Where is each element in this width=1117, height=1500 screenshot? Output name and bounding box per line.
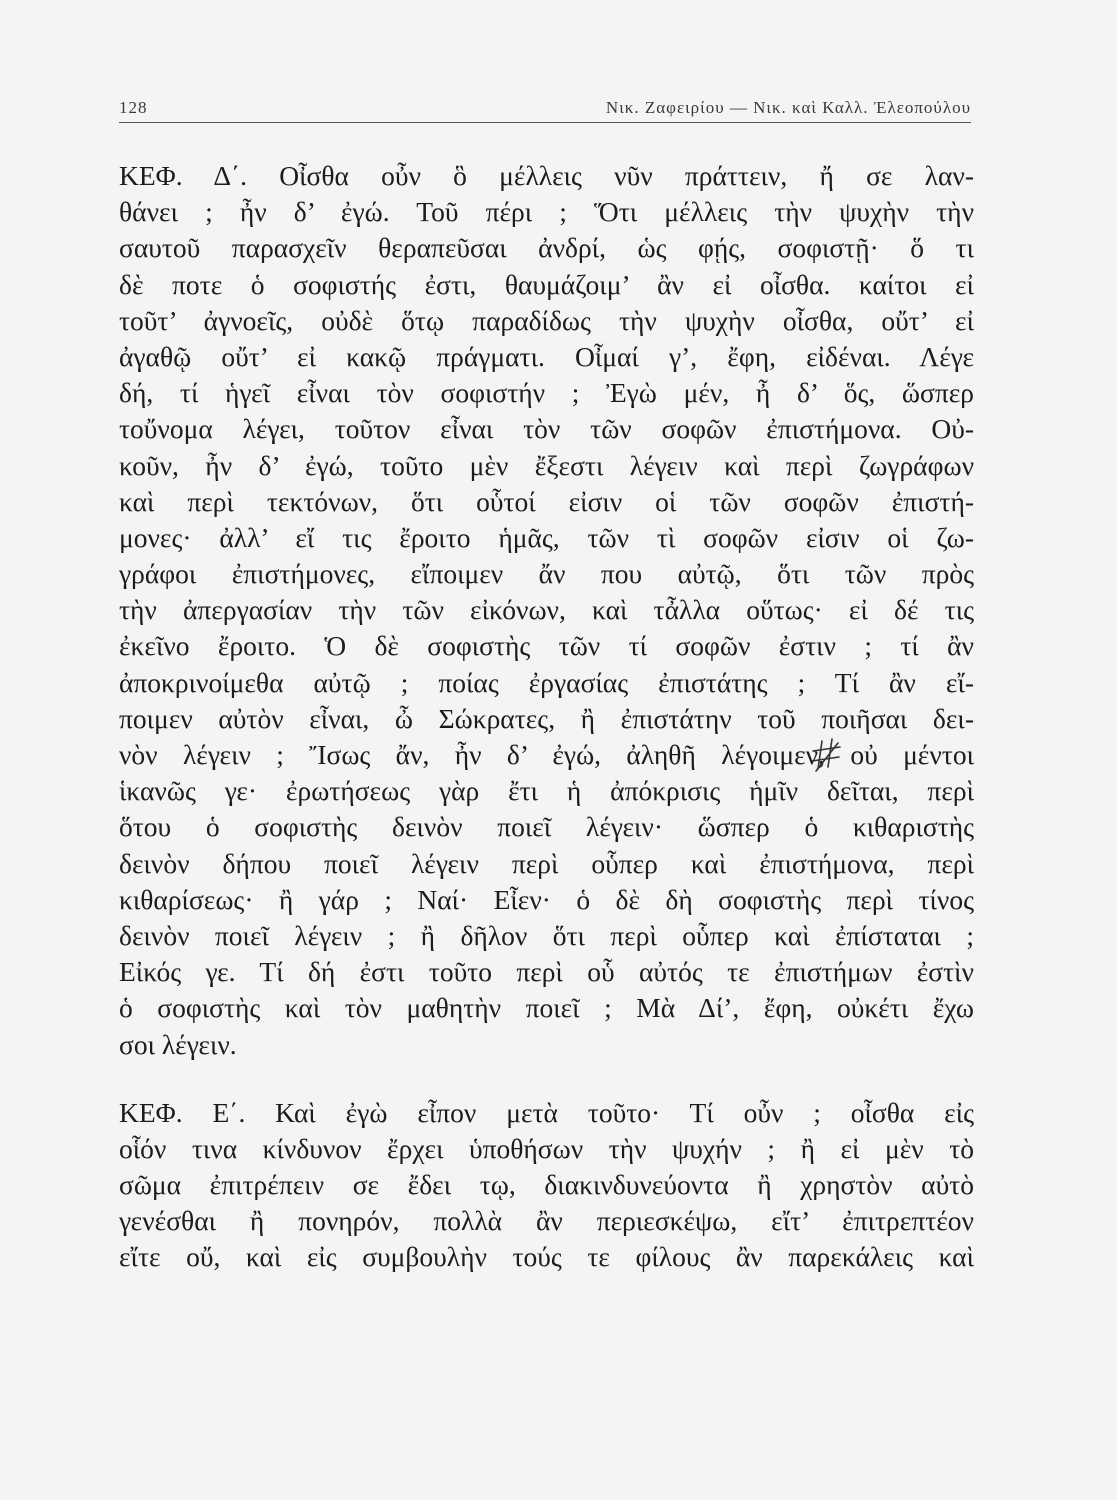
text-line: καὶ περὶ τεκτόνων, ὅτι οὗτοί εἰσιν οἱ τῶν σοφῶν ἐπιστή-: [119, 485, 974, 517]
text-line: οἷόν τινα κίνδυνον ἔρχει ὑποθήσων τὴν ψυχήν ; ἢ εἰ μὲν τὸ: [119, 1132, 974, 1164]
handwritten-hash-mark-icon: [808, 735, 848, 775]
text-line: Εἰκός γε. Τί δή ἐστι τοῦτο περὶ οὗ αὐτός τε ἐπιστήμων ἐστὶν: [119, 956, 974, 988]
text-line: σαυτοῦ παρασχεῖν θεραπεῦσαι ἀνδρί, ὡς φῄς, σοφιστῇ· ὅ τι: [119, 232, 974, 264]
text-line: ἱκανῶς γε· ἐρωτήσεως γὰρ ἔτι ἡ ἀπόκρισις ἡμῖν δεῖται, περὶ: [119, 775, 974, 807]
text-line: ἀποκρινοίμεθα αὐτῷ ; ποίας ἐργασίας ἐπιστάτης ; Τί ἂν εἴ-: [119, 666, 974, 698]
text-line: θάνει ; ἦν δ’ ἐγώ. Τοῦ πέρι ; Ὅτι μέλλεις τὴν ψυχὴν τὴν: [119, 196, 974, 228]
text-line: ἀγαθῷ οὔτ’ εἰ κακῷ πράγματι. Οἶμαί γ’, ἔφη, εἰδέναι. Λέγε: [119, 340, 974, 372]
text-line: μονες· ἀλλ’ εἴ τις ἔροιτο ἡμᾶς, τῶν τὶ σοφῶν εἰσιν οἱ ζω-: [119, 521, 974, 553]
text-line: σῶμα ἐπιτρέπειν σε ἔδει τῳ, διακινδυνεύοντα ἢ χρηστὸν αὐτὸ: [119, 1169, 974, 1201]
text-line: τοὔνομα λέγει, τοῦτον εἶναι τὸν τῶν σοφῶν ἐπιστήμονα. Οὐ-: [119, 413, 974, 445]
text-line: νὸν λέγειν ; Ἴσως ἄν, ἦν δ’ ἐγώ, ἀληθῆ λέγοιμεν, οὐ μέντοι: [119, 739, 974, 770]
text-line: δεινὸν ποιεῖ λέγειν ; ἢ δῆλον ὅτι περὶ οὗπερ καὶ ἐπίσταται ;: [119, 919, 974, 951]
text-line: τοῦτ’ ἀγνοεῖς, οὐδὲ ὅτῳ παραδίδως τὴν ψυχὴν οἶσθα, οὔτ’ εἰ: [119, 304, 974, 336]
text-line: σοι λέγειν.: [119, 1028, 237, 1060]
text-line: δεινὸν δήπου ποιεῖ λέγειν περὶ οὗπερ καὶ ἐπιστήμονα, περὶ: [119, 847, 974, 879]
text-line: τὴν ἀπεργασίαν τὴν τῶν εἰκόνων, καὶ τἆλλα οὕτως· εἰ δέ τις: [119, 594, 974, 626]
text-line: γενέσθαι ἢ πονηρόν, πολλὰ ἂν περιεσκέψω, εἴτ’ ἐπιτρεπτέον: [119, 1205, 974, 1237]
text-line: εἴτε οὔ, καὶ εἰς συμβουλὴν τούς τε φίλους ἂν παρεκάλεις καὶ: [119, 1241, 974, 1273]
text-line: ὅτου ὁ σοφιστὴς δεινὸν ποιεῖ λέγειν· ὥσπερ ὁ κιθαριστὴς: [119, 811, 974, 843]
running-title: Νικ. Ζαφειρίου — Νικ. καὶ Καλλ. Ἐλεοπούλου: [605, 98, 971, 117]
text-line: δὲ ποτε ὁ σοφιστής ἐστι, θαυμάζοιμ’ ἂν εἰ οἶσθα. καίτοι εἰ: [119, 268, 974, 300]
page-number: 128: [119, 98, 148, 117]
text-line: ΚΕΦ. Δ΄. Οἶσθα οὖν ὃ μέλλεις νῦν πράττειν, ἤ σε λαν-: [119, 160, 974, 191]
text-line: ποιμεν αὐτὸν εἶναι, ὦ Σώκρατες, ἢ ἐπιστάτην τοῦ ποιῆσαι δει-: [119, 702, 974, 734]
text-line: ἐκεῖνο ἔροιτο. Ὁ δὲ σοφιστὴς τῶν τί σοφῶν ἐστιν ; τί ἂν: [119, 630, 974, 662]
text-line: κοῦν, ἦν δ’ ἐγώ, τοῦτο μὲν ἔξεστι λέγειν καὶ περὶ ζωγράφων: [119, 449, 974, 481]
chapter-5-paragraph: [119, 1095, 974, 1276]
chapter-4-paragraph: [119, 158, 974, 1063]
text-line: γράφοι ἐπιστήμονες, εἴποιμεν ἄν που αὐτῷ, ὅτι τῶν πρὸς: [119, 558, 974, 590]
text-line: δή, τί ἡγεῖ εἶναι τὸν σοφιστήν ; Ἐγὼ μέν, ἦ δ’ ὅς, ὥσπερ: [119, 377, 974, 409]
body-text: [119, 158, 974, 1276]
running-head: [119, 96, 971, 123]
text-line: ὁ σοφιστὴς καὶ τὸν μαθητὴν ποιεῖ ; Μὰ Δί’, ἔφη, οὐκέτι ἔχω: [119, 992, 974, 1024]
text-line: κιθαρίσεως· ἢ γάρ ; Ναί· Εἶεν· ὁ δὲ δὴ σοφιστὴς περὶ τίνος: [119, 883, 974, 915]
text-line: ΚΕΦ. Ε΄. Καὶ ἐγὼ εἶπον μετὰ τοῦτο· Τί οὖν ; οἶσθα εἰς: [119, 1096, 974, 1128]
paragraph-gap: [119, 1063, 974, 1095]
